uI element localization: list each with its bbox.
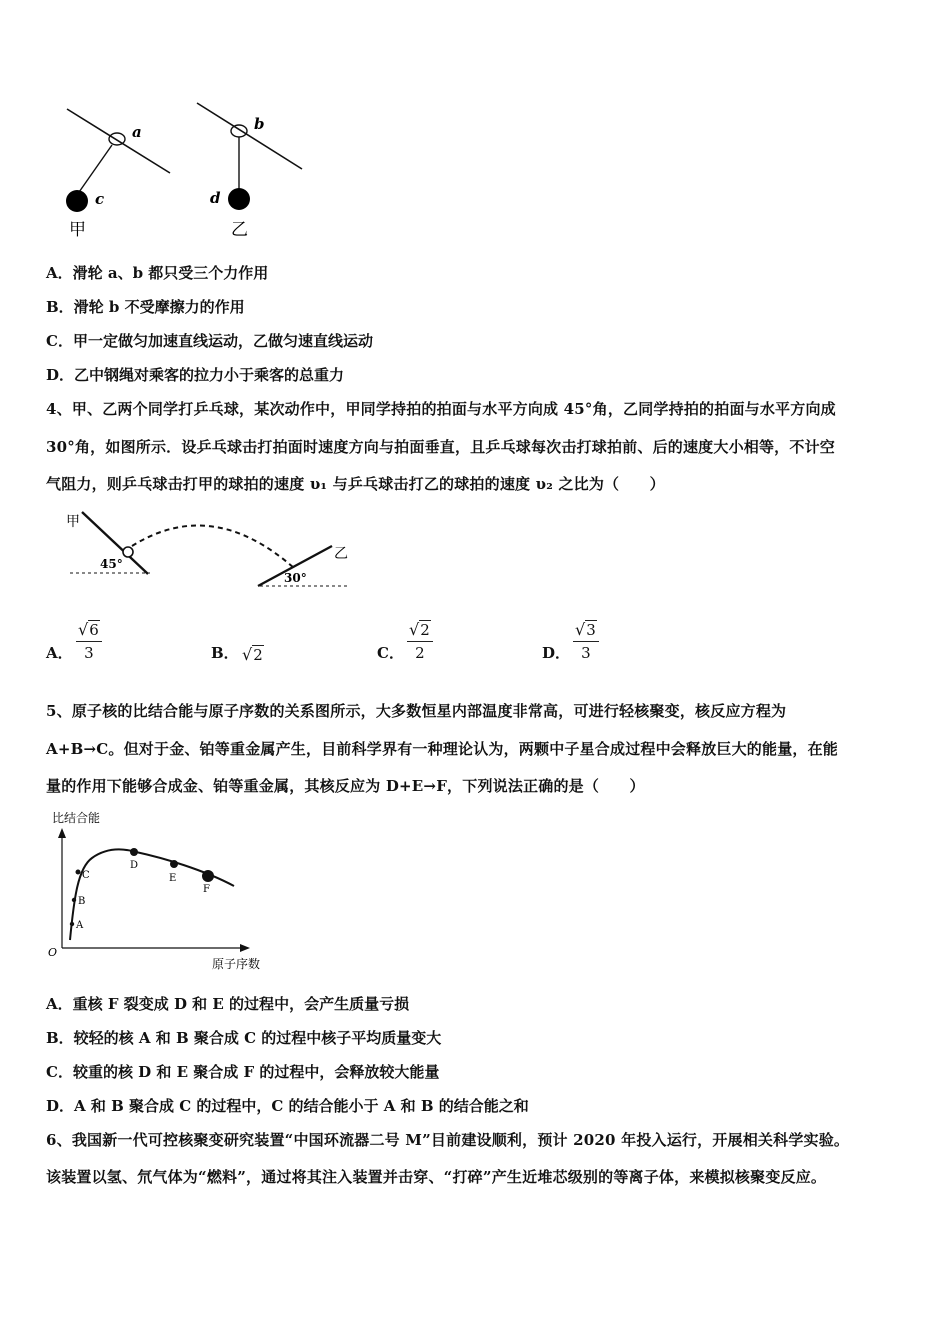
rope-jia <box>77 145 112 195</box>
point-c <box>76 870 81 875</box>
point-label-f: F <box>203 884 210 895</box>
q4-b-value: 2 <box>253 646 263 664</box>
chart-origin: O <box>48 946 58 959</box>
q6-text-line2: 该装置以氢、氘气体为“燃料”，通过将其注入装置并击穿、“打碎”产生近堆芯级别的等离子体，来模拟核聚变反应。 <box>46 1168 827 1186</box>
q4-a-numerator: 6 <box>89 621 99 639</box>
ball-d <box>228 188 250 210</box>
pulley-b <box>231 125 247 137</box>
q4-a-denominator: 3 <box>84 644 94 662</box>
pulley-a <box>109 133 125 145</box>
q4-option-c-value <box>407 620 433 662</box>
ball-trajectory <box>132 526 294 568</box>
q5-option-c: C．较重的核 D 和 E 聚合成 F 的过程中，会释放较大能量 <box>46 1063 440 1081</box>
angle-yi: 30° <box>284 571 307 585</box>
q4-text-line2: 30°角，如图所示．设乒乓球击打拍面时速度方向与拍面垂直，且乒乓球每次击打球拍前、后的速度大小相等，不计空 <box>46 438 835 456</box>
cable-yi <box>197 103 302 169</box>
radical-sign: √ <box>242 645 253 664</box>
radical-sign: √ <box>78 620 89 639</box>
label-b: b <box>254 115 265 133</box>
point-e <box>170 860 178 868</box>
q4-option-a-label: A． <box>46 644 73 662</box>
pingpong-label-yi: 乙 <box>334 546 348 562</box>
point-label-e: E <box>169 873 177 884</box>
q3-option-d: D．乙中钢绳对乘客的拉力小于乘客的总重力 <box>46 366 345 384</box>
q4-c-denominator: 2 <box>415 644 425 662</box>
q4-d-denominator: 3 <box>581 644 591 662</box>
cable-jia <box>67 109 170 173</box>
point-label-c: C <box>82 870 90 881</box>
angle-jia: 45° <box>100 557 123 571</box>
q3-option-a: A．滑轮 a、b 都只受三个力作用 <box>46 264 269 282</box>
q4-option-b-value <box>242 645 264 664</box>
q3-option-b: B．滑轮 b 不受摩擦力的作用 <box>46 298 245 316</box>
q4-c-numerator: 2 <box>420 621 430 639</box>
radical-sign: √ <box>575 620 586 639</box>
q5-option-a: A．重核 F 裂变成 D 和 E 的过程中，会产生质量亏损 <box>46 995 410 1013</box>
label-c: c <box>95 190 105 208</box>
binding-energy-chart <box>44 808 284 976</box>
point-label-d: D <box>130 860 139 871</box>
q5-text-line3: 量的作用下能够合成金、铂等重金属，其核反应为 D+E→F，下列说法正确的是（ ） <box>46 777 645 795</box>
q5-option-d: D．A 和 B 聚合成 C 的过程中，C 的结合能小于 A 和 B 的结合能之和 <box>46 1097 529 1115</box>
chart-xlabel: 原子序数 <box>212 957 261 971</box>
q6-text-line1: 6、我国新一代可控核聚变研究装置“中国环流器二号 M”目前建设顺利，预计 2020 年投入运行，开展相关科学实验。 <box>46 1131 850 1149</box>
point-f <box>202 870 214 882</box>
q5-text-line1: 5、原子核的比结合能与原子序数的关系图所示，大多数恒星内部温度非常高，可进行轻核聚变，核反应方程为 <box>46 702 787 720</box>
label-jia: 甲 <box>69 220 86 240</box>
q4-option-d-value <box>573 620 599 662</box>
ball-jia <box>123 547 133 557</box>
label-a: a <box>132 123 142 141</box>
chart-ylabel: 比结合能 <box>52 811 101 825</box>
radical-sign: √ <box>409 620 420 639</box>
point-label-a: A <box>76 920 84 931</box>
q4-text-line3: 气阻力，则乒乓球击打甲的球拍的速度 υ₁ 与乒乓球击打乙的球拍的速度 υ₂ 之比为（ ） <box>46 475 665 493</box>
q4-text-line1: 4、甲、乙两个同学打乒乓球，某次动作中，甲同学持拍的拍面与水平方向成 45°角，乙同学持拍的拍面与水平方向成 <box>46 400 836 418</box>
q4-option-a-value <box>76 620 102 662</box>
label-d: d <box>210 189 221 207</box>
pingpong-label-jia: 甲 <box>66 514 80 530</box>
q5-text-line2: A+B→C。但对于金、铂等重金属产生，目前科学界有一种理论认为，两颗中子星合成过程中会释放巨大的能量，在能 <box>46 740 838 758</box>
q4-option-b-label: B． <box>211 644 239 662</box>
x-axis-arrow <box>240 944 250 952</box>
point-label-b: B <box>78 896 86 907</box>
label-yi: 乙 <box>231 220 248 240</box>
q5-option-b: B．较轻的核 A 和 B 聚合成 C 的过程中核子平均质量变大 <box>46 1029 442 1047</box>
q4-d-numerator: 3 <box>586 621 596 639</box>
point-d <box>130 848 138 856</box>
q4-option-c-label: C． <box>377 644 404 662</box>
pulley-figure <box>55 95 315 245</box>
q3-option-c: C．甲一定做匀加速直线运动，乙做匀速直线运动 <box>46 332 373 350</box>
pingpong-figure <box>62 506 362 594</box>
y-axis-arrow <box>58 828 66 838</box>
ball-c <box>66 190 88 212</box>
q4-option-d-label: D． <box>542 644 571 662</box>
point-b <box>72 898 76 902</box>
point-a <box>70 922 74 926</box>
